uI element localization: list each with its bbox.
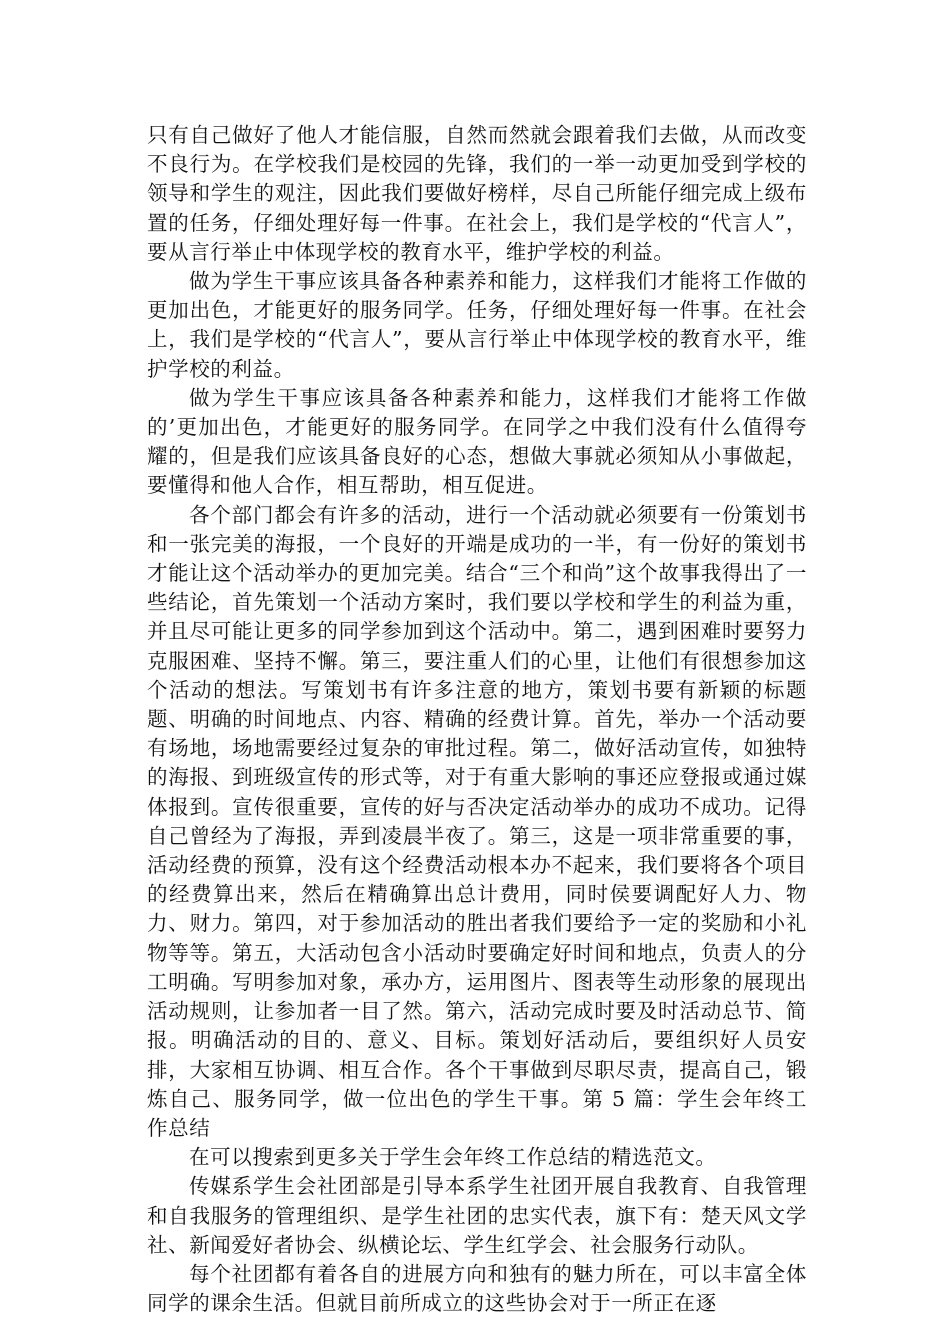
paragraph-3: 做为学生干事应该具备各种素养和能力，这样我们才能将工作做的’更加出色，才能更好的服务同学。在同学之中我们没有什么值得夸耀的，但是我们应该具备良好的心态，想做大事就必须知从小事做起，要懂得和他人合作，相互帮助，相互促进。 [147,385,807,498]
paragraph-1: 只有自己做好了他人才能信服，自然而然就会跟着我们去做，从而改变不良行为。在学校我们是校园的先锋，我们的一举一动更加受到学校的领导和学生的观注，因此我们要做好榜样，尽自己所能仔细完成上级布置的任务，仔细处理好每一件事。在社会上，我们是学校的“代言人”，要从言行举止中体现学校的教育水平，维护学校的利益。 [147,123,807,264]
paragraph-7: 每个社团都有着各自的进展方向和独有的魅力所在，可以丰富全体同学的课余生活。但就目前所成立的这些协会对于一所正在逐 [147,1261,807,1316]
document-body [147,121,807,1318]
paragraph-2: 做为学生干事应该具备各种素养和能力，这样我们才能将工作做的更加出色，才能更好的服务同学。任务，仔细处理好每一件事。在社会上，我们是学校的“代言人”，要从言行举止中体现学校的教育水平，维护学校的利益。 [147,269,807,381]
paragraph-5: 在可以搜索到更多关于学生会年终工作总结的精选范文。 [189,1145,717,1170]
paragraph-6: 传媒系学生会社团部是引导本系学生社团开展自我教育、自我管理和自我服务的管理组织、是学生社团的忠实代表，旗下有：楚天风文学社、新闻爱好者协会、纵横论坛、学生红学会、社会服务行动队。 [147,1174,807,1257]
paragraph-4: 各个部门都会有许多的活动，进行一个活动就必须要有一份策划书和一张完美的海报，一个良好的开端是成功的一半，有一份好的策划书才能让这个活动举办的更加完美。结合“三个和尚”这个故事我得出了一些结论，首先策划一个活动方案时，我们要以学校和学生的利益为重，并且尽可能让更多的同学参加到这个活动中。第二，遇到困难时要努力克服困难、坚持不懈。第三，要注重人们的心里，让他们有很想参加这个活动的想法。写策划书有许多注意的地方，策划书要有新颖的标题题、明确的时间地点、内容、精确的经费计算。首先，举办一个活动要有场地，场地需要经过复杂的审批过程。第二，做好活动宣传，如独特的海报、到班级宣传的形式等，对于有重大影响的事还应登报或通过媒体报到。宣传很重要，宣传的好与否决定活动举办的成功不成功。记得自己曾经为了海报，弄到凌晨半夜了。第三，这是一项非常重要的事，活动经费的预算，没有这个经费活动根本办不起来，我们要将各个项目的经费算出来，然后在精确算出总计费用，同时侯要调配好人力、物力、财力。第四，对于参加活动的胜出者我们要给予一定的奖励和小礼物等等。第五，大活动包含小活动时要确定好时间和地点，负责人的分工明确。写明参加对象，承办方，运用图片、图表等生动形象的展现出活动规则，让参加者一目了然。第六，活动完成时要及时活动总节、简报。明确活动的目的、意义、目标。策划好活动后，要组织好人员安排，大家相互协调、相互合作。各个干事做到尽职尽责，提高自己，锻炼自己、服务同学，做一位出色的学生干事。第 5 篇：学生会年终工作总结 [147,502,807,1140]
